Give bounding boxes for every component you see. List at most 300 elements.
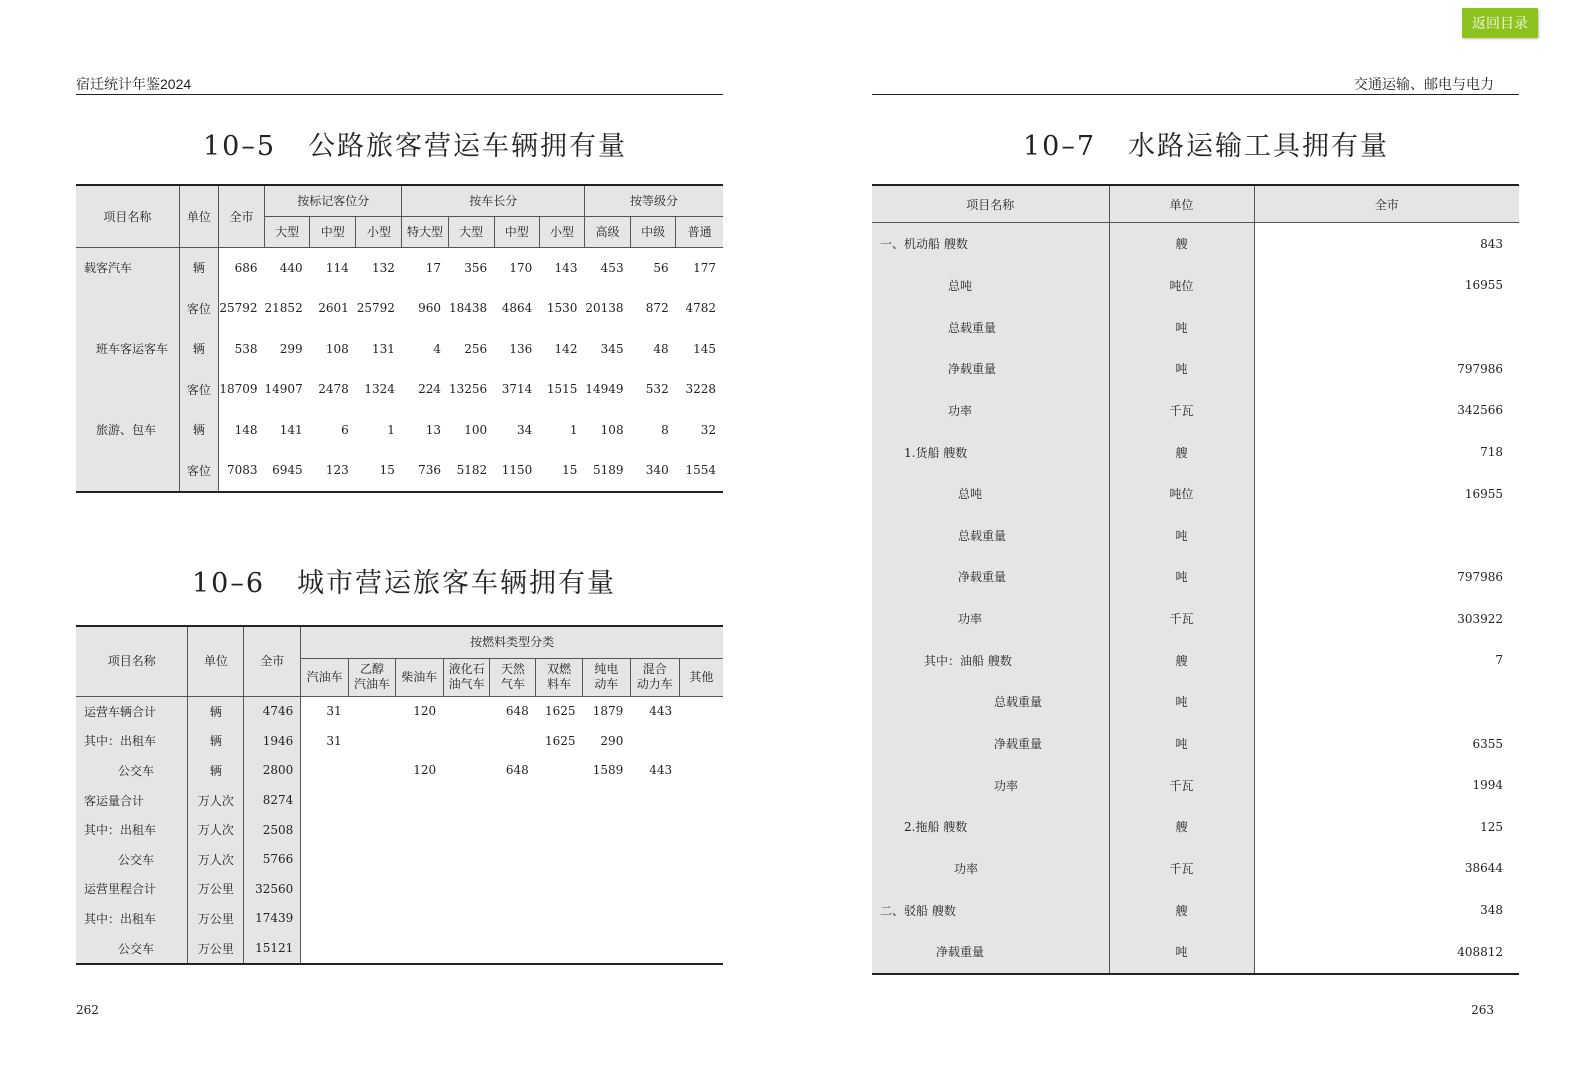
col-header-sub [301,658,349,696]
row-unit-cell: 吨 [1109,556,1254,598]
col-header-sub [490,658,536,696]
table-row [872,681,1519,723]
value-cell [349,844,396,874]
col-header-sub: 中型 [494,216,539,247]
value-cell [349,726,396,756]
table-row [76,756,723,786]
table-row [872,931,1519,974]
value-cell: 345 [600,341,624,356]
value-cell [349,933,396,964]
table3-number: 10–7 [1023,131,1097,162]
col-header-sub: 小型 [539,216,584,247]
col-header-sub [536,658,583,696]
value-cell [630,785,679,815]
value-cell: 290 [600,733,624,748]
col-header-line: 汽油车 [306,669,343,684]
value-cell: 100 [464,422,488,437]
table-row [872,473,1519,515]
value-cell: 872 [645,301,669,316]
header-rule-right [872,94,1519,95]
row-name-cell: 其中：出租车 [76,726,188,756]
chapter-title: 交通运输、邮电与电力 [1354,76,1494,92]
value-cell [536,815,583,845]
value-cell [443,815,490,845]
value-cell [490,726,536,756]
value-cell: 15121 [244,933,301,964]
value-cell: 5766 [244,844,301,874]
value-cell: 114 [325,260,349,275]
value-cell: 136 [509,341,533,356]
value-cell: 843 [1480,236,1503,251]
value-cell: 32 [700,422,716,437]
value-cell: 13 [425,422,442,437]
table-row [872,639,1519,681]
col-header-city: 全市 [244,626,301,696]
value-cell: 177 [693,260,716,275]
value-cell: 1625 [544,733,576,748]
col-header-sub: 中级 [631,216,676,247]
value-cell [679,785,723,815]
table-row [76,933,723,964]
value-cell: 13256 [449,382,488,397]
value-cell: 532 [645,382,669,397]
value-cell [583,874,631,904]
value-cell: 20138 [585,301,624,316]
col-header-line: 纯电 [594,662,619,676]
value-cell [443,844,490,874]
row-unit-cell: 辆 [179,410,218,451]
value-cell [395,874,443,904]
row-unit-cell: 艘 [1109,806,1254,848]
value-cell: 14907 [264,382,303,397]
value-cell: 1515 [546,382,578,397]
table-row [76,726,723,756]
table-row [872,556,1519,598]
value-cell [630,815,679,845]
table-urban-passenger-vehicles [76,625,723,965]
value-cell: 1589 [592,763,624,778]
table-row [872,306,1519,348]
book-title: 宿迁统计年鉴2024 [76,76,192,92]
value-cell [349,785,396,815]
value-cell: 5189 [593,463,624,478]
value-cell: 17 [425,260,442,275]
value-cell [443,696,490,726]
value-cell [536,756,583,786]
value-cell [349,874,396,904]
value-cell [679,815,723,845]
value-cell: 1994 [1472,778,1503,793]
value-cell: 15 [379,463,395,478]
value-cell: 1 [387,422,395,437]
table-row [76,815,723,845]
value-cell [630,933,679,964]
row-name-cell: 一、机动船 艘数 [872,223,1109,265]
col-header-sub [630,658,679,696]
row-name-cell: 总载重量 [872,306,1109,348]
value-cell [490,933,536,964]
col-header-name: 项目名称 [76,626,188,696]
value-cell: 1150 [501,463,533,478]
col-header-unit: 单位 [188,626,244,696]
row-unit-cell: 辆 [188,726,244,756]
row-name-cell: 其中：出租车 [76,904,188,934]
value-cell: 5182 [456,463,488,478]
value-cell: 131 [372,341,395,356]
col-header-line: 柴油车 [401,669,438,684]
value-cell: 120 [413,763,437,778]
row-name-cell: 载客汽车 [76,247,179,288]
row-name-cell [76,369,179,410]
value-cell [395,785,443,815]
value-cell [583,904,631,934]
value-cell: 256 [464,341,488,356]
value-cell [349,696,396,726]
value-cell [443,756,490,786]
value-cell: 224 [418,382,442,397]
row-unit-cell: 吨 [1109,306,1254,348]
value-cell [395,933,443,964]
value-cell: 1879 [592,704,624,719]
col-header-line: 双燃 [547,662,572,676]
value-cell [490,904,536,934]
value-cell [536,904,583,934]
value-cell: 1946 [244,726,301,756]
value-cell: 170 [509,260,533,275]
value-cell [301,904,349,934]
value-cell [536,785,583,815]
value-cell: 18438 [449,301,488,316]
table-row [872,348,1519,390]
value-cell [536,933,583,964]
value-cell: 148 [234,422,258,437]
value-cell: 797986 [1457,569,1503,584]
value-cell [679,874,723,904]
row-unit-cell: 吨位 [1109,265,1254,307]
value-cell [1254,681,1519,723]
value-cell: 34 [517,422,533,437]
value-cell: 718 [1480,445,1503,460]
table-row [76,369,723,410]
row-unit-cell: 艘 [1109,223,1254,265]
row-unit-cell: 吨 [1109,514,1254,556]
value-cell: 25792 [219,301,258,316]
col-header-line: 料车 [547,677,572,691]
row-unit-cell: 吨 [1109,348,1254,390]
value-cell: 141 [279,422,303,437]
row-name-cell: 二、驳船 艘数 [872,889,1109,931]
value-cell [583,933,631,964]
value-cell: 440 [279,260,303,275]
value-cell [443,904,490,934]
value-cell [443,874,490,904]
value-cell [349,904,396,934]
row-unit-cell: 客位 [179,450,218,492]
value-cell [679,726,723,756]
value-cell [679,696,723,726]
value-cell [395,726,443,756]
row-name-cell [76,288,179,329]
col-header-line: 乙醇 [359,662,384,676]
table-row [76,450,723,492]
value-cell [1254,306,1519,348]
col-header-sub: 大型 [265,216,310,247]
table3-title-text: 水路运输工具拥有量 [1128,131,1390,162]
col-header-line: 动车 [594,677,619,691]
col-header-line: 气车 [500,677,525,691]
col-group-grade: 按等级分 [584,185,723,216]
table-row [872,848,1519,890]
table2-title-text: 城市营运旅客车辆拥有量 [297,568,617,599]
value-cell: 8274 [244,785,301,815]
value-cell [630,844,679,874]
value-cell: 3228 [685,382,716,397]
value-cell: 648 [505,704,529,719]
value-cell: 340 [645,463,669,478]
row-unit-cell: 艘 [1109,889,1254,931]
row-unit-cell: 万公里 [188,933,244,964]
value-cell [679,844,723,874]
value-cell: 6355 [1472,736,1503,751]
value-cell [1254,514,1519,556]
col-header-city: 全市 [218,185,264,247]
col-header-sub [443,658,490,696]
back-to-contents-button[interactable]: 返回目录 [1462,8,1538,38]
value-cell: 21852 [264,301,303,316]
row-name-cell: 班车客运客车 [76,329,179,370]
row-name-cell: 总载重量 [872,514,1109,556]
value-cell [349,756,396,786]
row-name-cell: 运营车辆合计 [76,696,188,726]
table-row [872,806,1519,848]
value-cell: 303922 [1457,611,1503,626]
value-cell: 960 [418,301,442,316]
col-header-line: 天然 [500,662,525,676]
value-cell [630,726,679,756]
value-cell [443,726,490,756]
value-cell: 31 [326,733,342,748]
value-cell [536,874,583,904]
value-cell: 348 [1480,903,1503,918]
col-group-fuel: 按燃料类型分类 [301,626,723,658]
col-header-sub: 中型 [310,216,356,247]
col-header-unit: 单位 [179,185,218,247]
col-group-seat: 按标记客位分 [265,185,402,216]
value-cell [443,933,490,964]
row-name-cell [76,450,179,492]
value-cell: 7083 [226,463,258,478]
value-cell: 142 [554,341,578,356]
row-name-cell: 客运量合计 [76,785,188,815]
row-name-cell: 其中：油船 艘数 [872,639,1109,681]
row-unit-cell: 辆 [188,696,244,726]
row-name-cell: 2.拖船 艘数 [872,806,1109,848]
value-cell: 648 [505,763,529,778]
table-waterway-vessels [872,184,1519,975]
row-unit-cell: 吨 [1109,931,1254,974]
table-row [76,904,723,934]
value-cell: 132 [372,260,395,275]
row-unit-cell: 万人次 [188,785,244,815]
row-unit-cell: 客位 [179,288,218,329]
table-row [76,410,723,451]
table-row [872,265,1519,307]
row-name-cell: 1.货船 艘数 [872,431,1109,473]
value-cell: 8 [661,422,669,437]
value-cell [395,904,443,934]
table-row [872,431,1519,473]
row-name-cell: 公交车 [76,933,188,964]
table-row [872,764,1519,806]
row-unit-cell: 辆 [179,247,218,288]
header-rule-left [76,94,723,95]
col-header-name: 项目名称 [872,185,1109,223]
table-row [872,598,1519,640]
value-cell: 25792 [356,301,395,316]
col-header-name: 项目名称 [76,185,179,247]
value-cell: 6945 [272,463,303,478]
row-name-cell: 公交车 [76,756,188,786]
col-header-line: 混合 [642,662,667,676]
value-cell [490,815,536,845]
row-name-cell: 公交车 [76,844,188,874]
value-cell: 18709 [219,382,258,397]
row-unit-cell: 辆 [188,756,244,786]
table-row [872,390,1519,432]
value-cell: 1554 [685,463,716,478]
row-unit-cell: 千瓦 [1109,390,1254,432]
value-cell: 2478 [318,382,349,397]
value-cell: 356 [464,260,488,275]
table3-title [1023,124,1389,163]
page-number-left: 262 [76,1003,99,1017]
table1-title-text: 公路旅客营运车辆拥有量 [308,131,628,162]
row-name-cell: 功率 [872,598,1109,640]
table2-number: 10–6 [192,568,266,599]
row-name-cell: 总载重量 [872,681,1109,723]
value-cell: 2508 [244,815,301,845]
col-header-sub: 小型 [356,216,402,247]
value-cell: 16955 [1464,486,1503,501]
row-unit-cell: 千瓦 [1109,598,1254,640]
value-cell: 736 [418,463,442,478]
value-cell [301,844,349,874]
table1-number: 10–5 [203,131,277,162]
value-cell [679,933,723,964]
value-cell: 797986 [1457,361,1503,376]
row-name-cell: 其中：出租车 [76,815,188,845]
col-header-sub: 大型 [448,216,494,247]
row-name-cell: 净载重量 [872,556,1109,598]
value-cell [583,785,631,815]
row-unit-cell: 万人次 [188,815,244,845]
value-cell [443,785,490,815]
page-number-right: 263 [1471,1003,1494,1017]
value-cell [583,815,631,845]
col-header-sub [349,658,396,696]
value-cell: 443 [649,763,673,778]
table-row [76,874,723,904]
col-header-line: 汽油车 [353,677,390,691]
row-name-cell: 功率 [872,848,1109,890]
value-cell: 3714 [501,382,533,397]
value-cell [490,874,536,904]
value-cell [679,904,723,934]
value-cell: 6 [341,422,349,437]
value-cell: 48 [653,341,669,356]
value-cell: 686 [234,260,258,275]
value-cell [301,933,349,964]
row-unit-cell: 万公里 [188,904,244,934]
value-cell: 16955 [1464,278,1503,293]
row-unit-cell: 千瓦 [1109,848,1254,890]
row-unit-cell: 吨 [1109,681,1254,723]
table-row [872,723,1519,765]
col-header-sub: 高级 [584,216,630,247]
row-name-cell: 旅游、包车 [76,410,179,451]
table-row [872,223,1519,265]
value-cell [583,844,631,874]
table1-title [203,124,627,163]
table-row [872,514,1519,556]
table-road-passenger-vehicles [76,184,723,493]
value-cell: 2601 [318,301,349,316]
col-group-length: 按车长分 [402,185,585,216]
value-cell [536,844,583,874]
row-name-cell: 净载重量 [872,931,1109,974]
value-cell: 108 [600,422,624,437]
value-cell: 2800 [244,756,301,786]
value-cell: 1 [569,422,578,437]
col-header-unit: 单位 [1109,185,1254,223]
value-cell: 1530 [546,301,578,316]
row-name-cell: 总吨 [872,473,1109,515]
col-header-sub [583,658,631,696]
value-cell: 15 [562,463,578,478]
col-header-line: 油气车 [448,677,485,691]
col-header-line: 其他 [689,669,714,684]
value-cell: 14949 [585,382,624,397]
value-cell [301,815,349,845]
value-cell [301,756,349,786]
row-unit-cell: 万公里 [188,874,244,904]
value-cell: 538 [234,341,258,356]
value-cell: 7 [1495,653,1503,668]
value-cell: 145 [693,341,716,356]
value-cell: 38644 [1464,861,1503,876]
col-header-line: 液化石 [448,662,485,676]
table-row [76,785,723,815]
value-cell: 453 [600,260,624,275]
table-row [872,889,1519,931]
value-cell: 143 [554,260,578,275]
value-cell: 4782 [685,301,716,316]
row-unit-cell: 辆 [179,329,218,370]
value-cell: 120 [413,704,437,719]
value-cell: 342566 [1457,403,1503,418]
table-row [76,288,723,329]
row-name-cell: 功率 [872,764,1109,806]
value-cell: 17439 [244,904,301,934]
value-cell: 125 [1480,819,1503,834]
table-row [76,247,723,288]
row-unit-cell: 万人次 [188,844,244,874]
value-cell [301,785,349,815]
value-cell: 4864 [501,301,533,316]
table2-title [192,561,616,600]
col-header-sub [395,658,443,696]
row-unit-cell: 艘 [1109,639,1254,681]
